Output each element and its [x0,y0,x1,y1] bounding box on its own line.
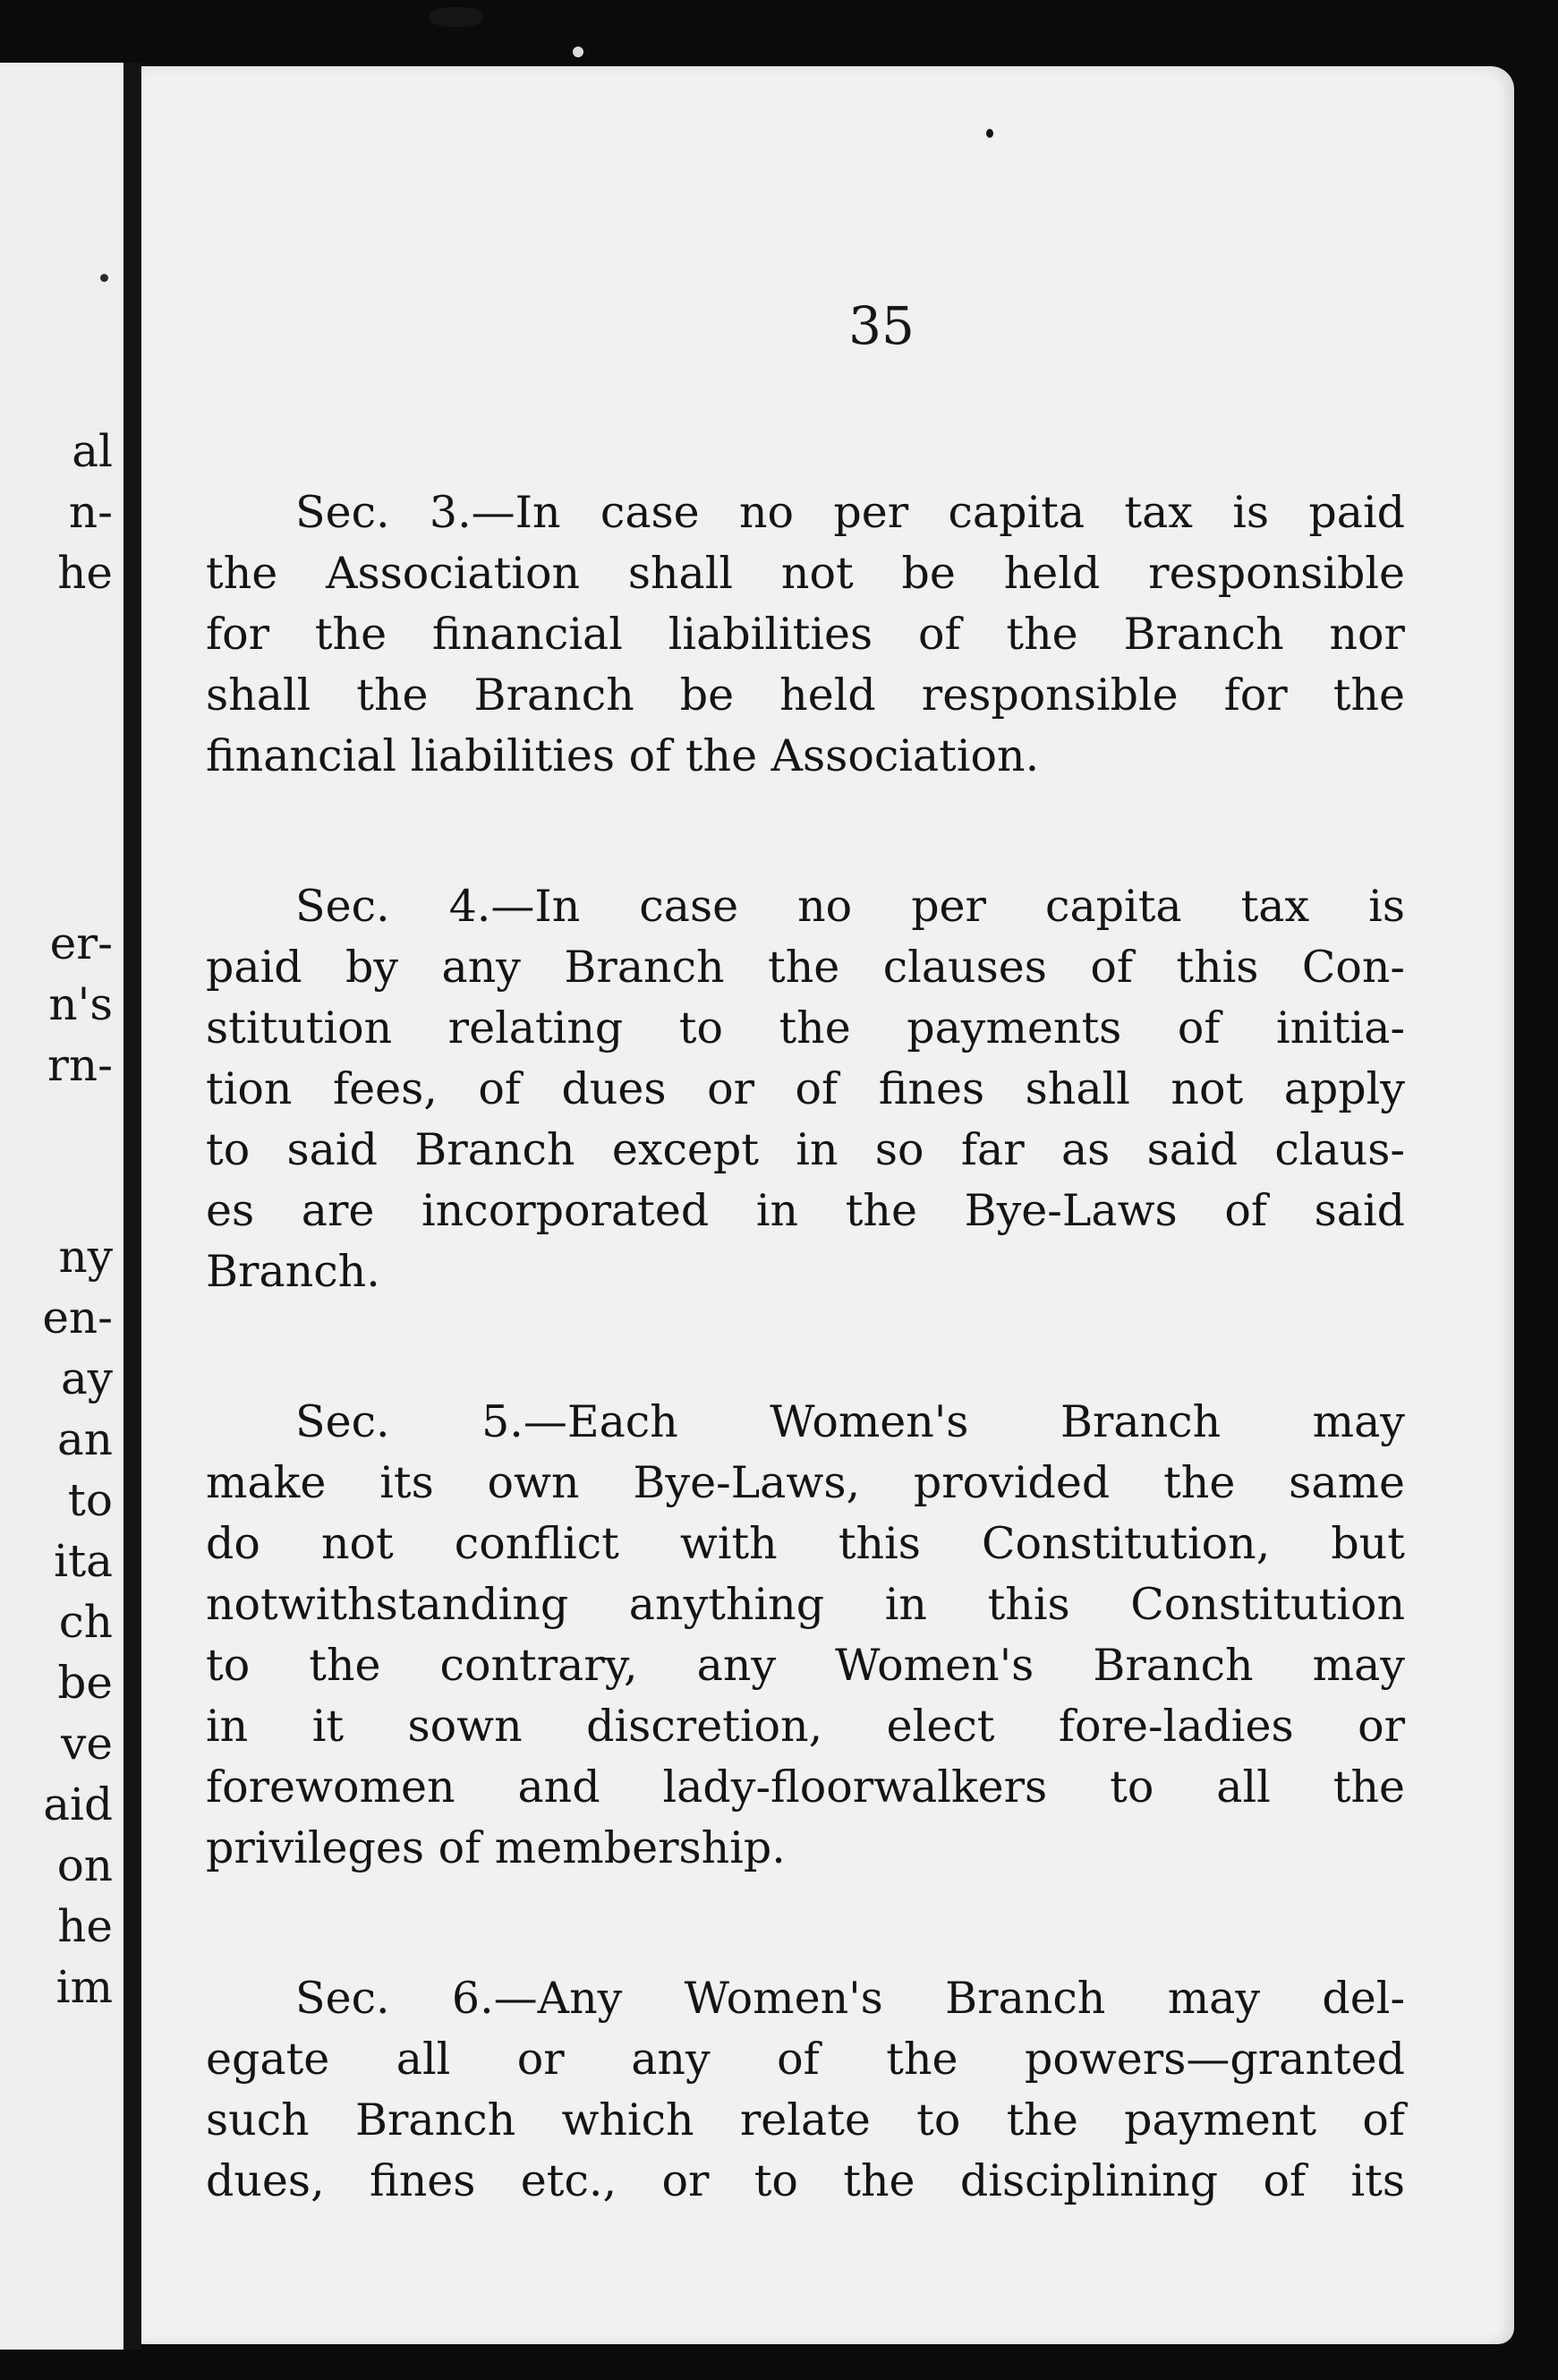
left-fragment: al [72,425,113,477]
section-5 [206,1392,1405,1879]
left-fragment: ch [58,1596,113,1648]
text-line: Sec. 6.—Any Women's Branch may del- [295,1973,1405,2024]
text-line: paid by any Branch the clauses of this Con- [206,942,1405,993]
text-line: in it sown discretion, elect fore-ladies or [206,1701,1405,1752]
left-fragment: he [57,547,113,599]
left-fragment: ny [58,1231,113,1283]
left-fragment: aid [43,1779,113,1830]
left-fragment: im [55,1961,113,2013]
text-line: for the financial liabilities of the Branch nor [206,609,1405,660]
text-line: forewomen and lady-floorwalkers to all the [206,1762,1405,1813]
text-line: Sec. 5.—Each Women's Branch may [295,1396,1405,1447]
previous-page-edge [0,63,123,2350]
text-line: shall the Branch be held responsible for the [206,670,1405,721]
left-fragment: to [67,1474,113,1526]
text-line: make its own Bye-Laws, provided the same [206,1457,1405,1508]
binding-gutter [123,63,141,2350]
text-line: financial liabilities of the Association. [206,730,1040,781]
text-line: do not conflict with this Constitution, but [206,1518,1405,1569]
left-fragment: be [57,1657,113,1709]
text-line: Sec. 4.—In case no per capita tax is [295,881,1405,932]
page-body [206,482,1405,2301]
left-fragment: ve [61,1718,113,1770]
section-3 [206,482,1405,787]
left-fragment: n- [68,486,113,538]
text-line: es are incorporated in the Bye-Laws of said [206,1185,1405,1236]
section-6 [206,1968,1405,2212]
left-fragment: he [57,1900,113,1952]
text-line: egate all or any of the powers—granted [206,2034,1405,2085]
ink-speck [100,274,108,282]
text-line: to the contrary, any Women's Branch may [206,1640,1405,1691]
text-line: Sec. 3.—In case no per capita tax is paid [295,487,1405,538]
left-fragment: an [56,1413,113,1465]
ink-speck [573,47,583,57]
ink-speck [430,7,483,27]
left-fragment: en- [42,1292,113,1344]
left-fragment: ita [54,1535,113,1587]
left-fragment: er- [49,917,113,969]
left-fragment: ay [60,1352,113,1404]
ink-speck [986,129,993,138]
page-number: 35 [848,295,915,356]
left-fragment: on [56,1839,113,1891]
text-line: the Association shall not be held responsible [206,548,1405,599]
section-4 [206,876,1405,1302]
text-line: notwithstanding anything in this Constitution [206,1579,1405,1630]
text-line: dues, fines etc., or to the disciplining of its [206,2155,1405,2206]
text-line: such Branch which relate to the payment of [206,2094,1405,2145]
text-line: to said Branch except in so far as said claus- [206,1124,1405,1175]
left-fragment: n's [48,978,113,1030]
left-fragment: rn- [47,1039,113,1091]
document-page [141,66,1514,2344]
text-line: tion fees, of dues or of fines shall not apply [206,1063,1405,1114]
text-line: privileges of membership. [206,1822,786,1873]
text-line: stitution relating to the payments of initia- [206,1002,1405,1054]
text-line: Branch. [206,1246,380,1297]
